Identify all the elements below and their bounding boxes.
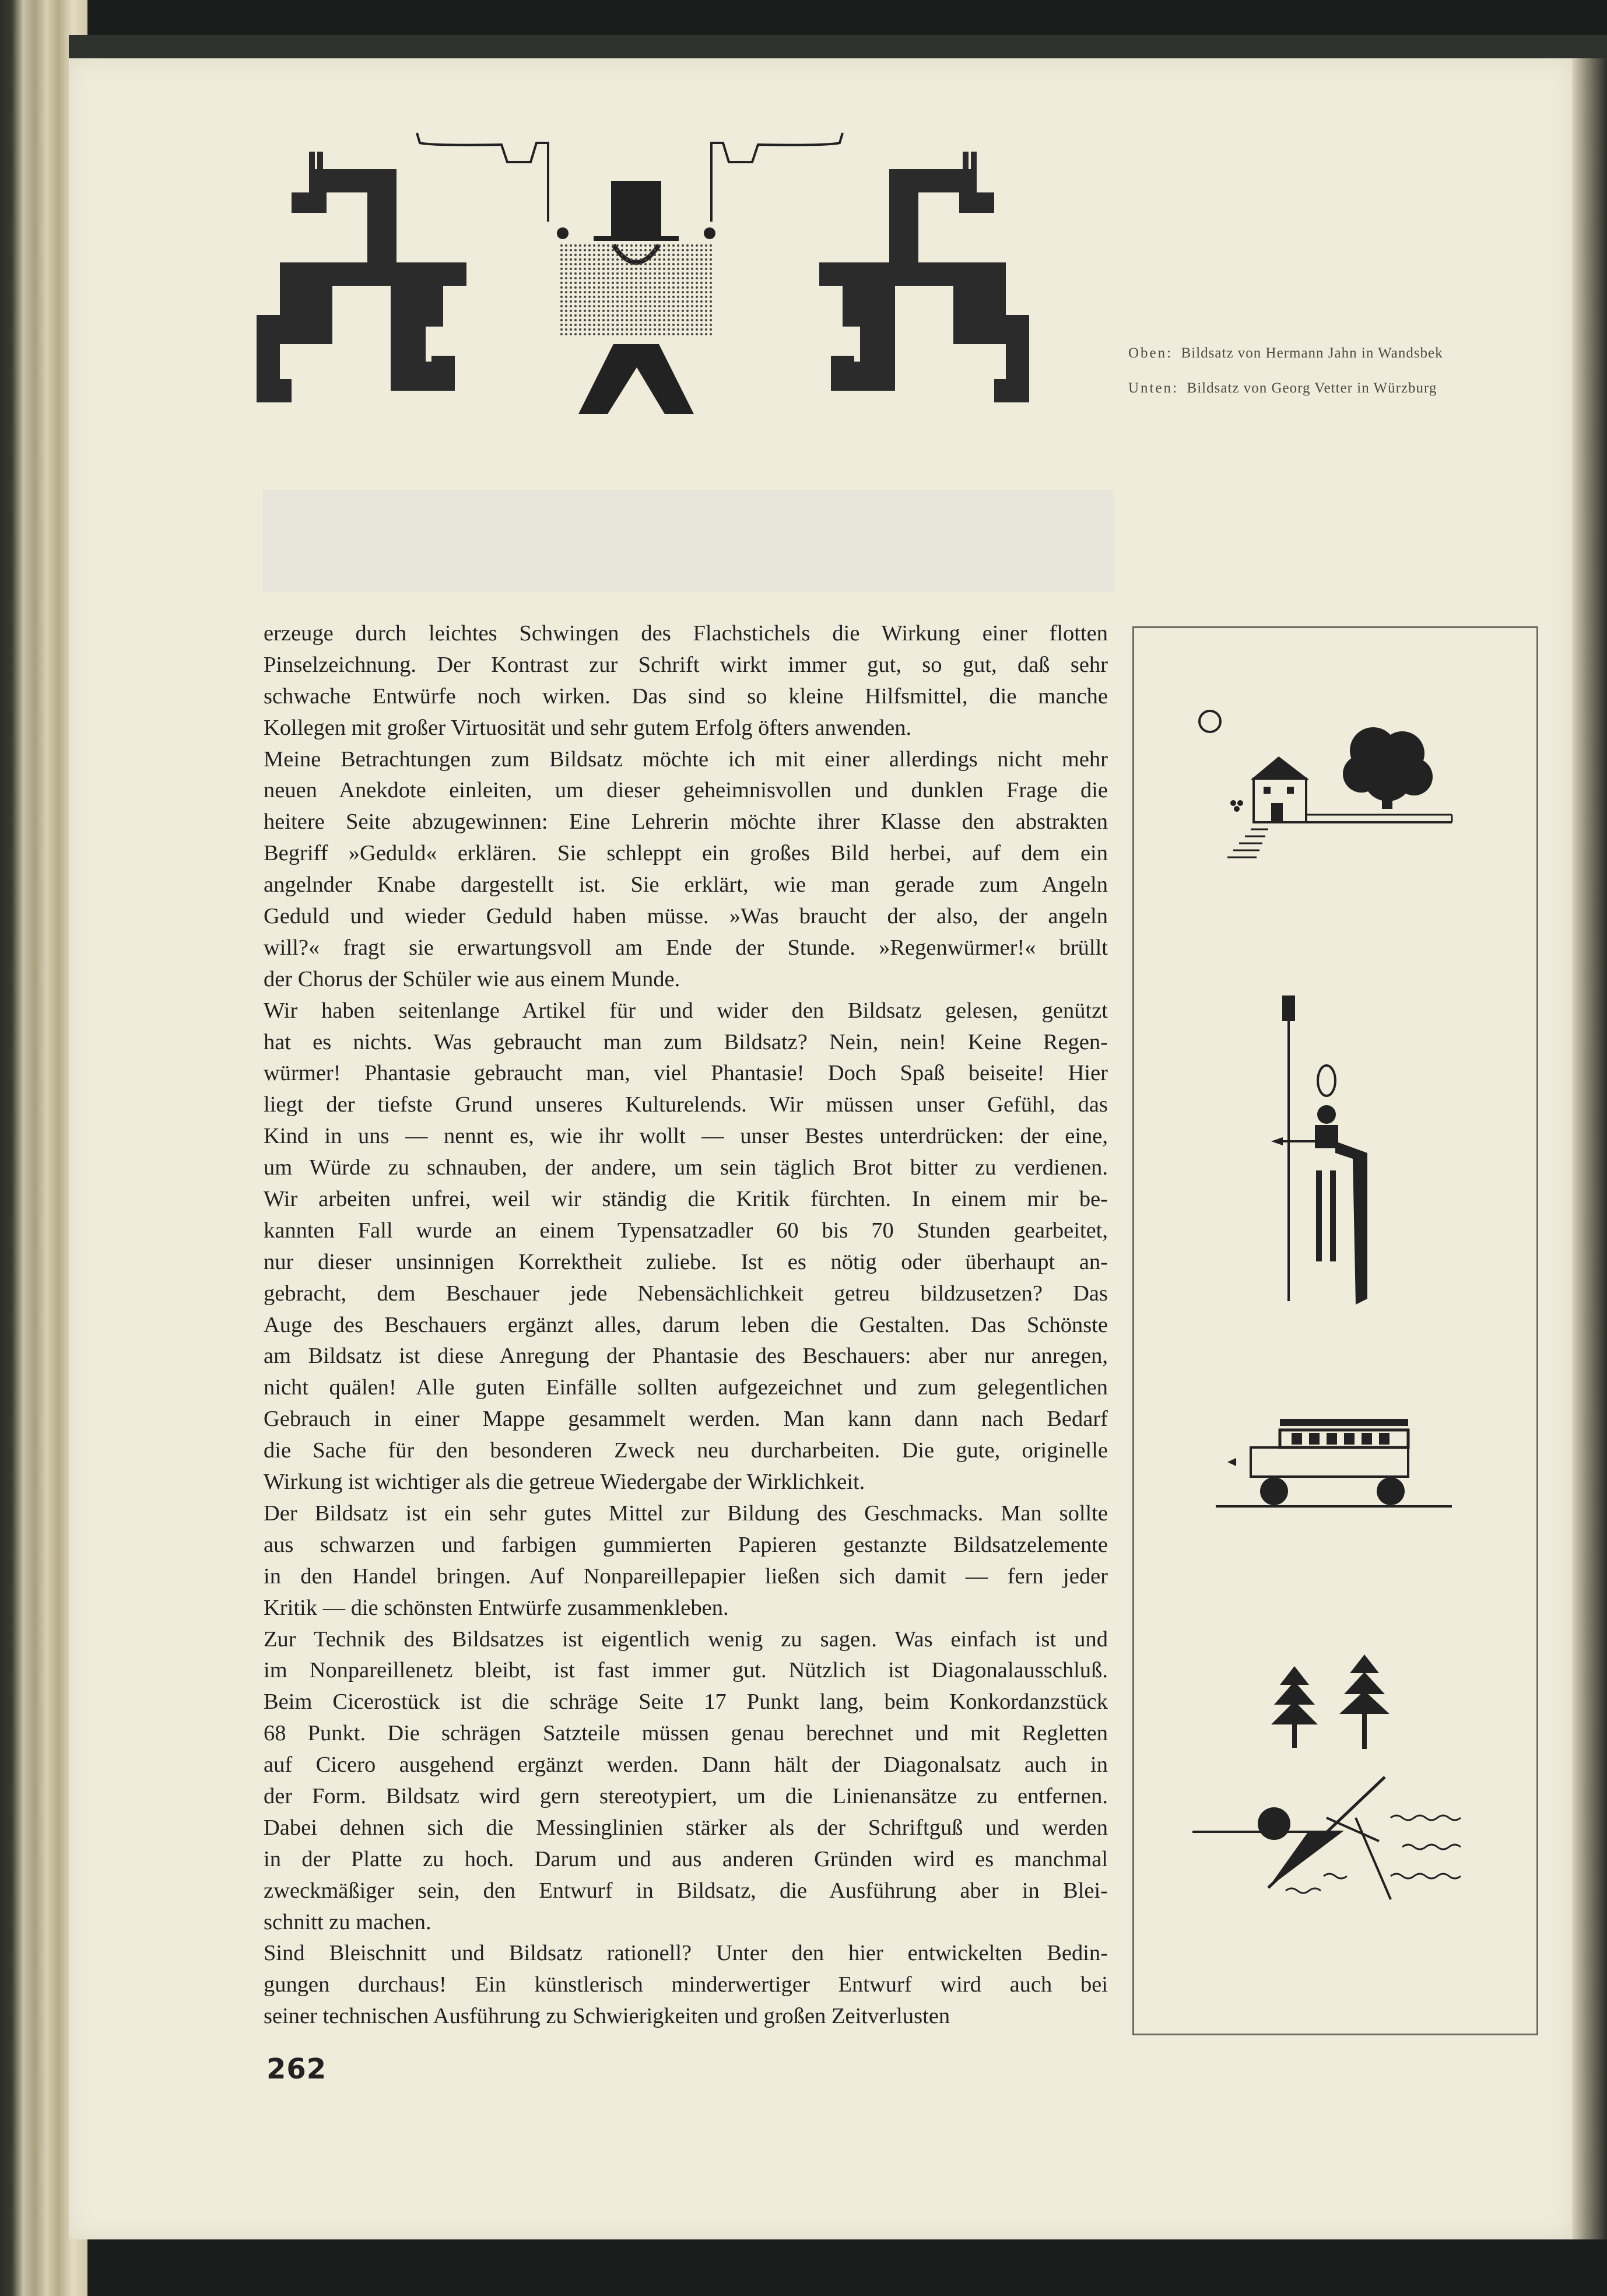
body-line: neuen Anekdote einleiten, um dieser geheimnisvollen und dunklen Frage die — [264, 778, 1108, 803]
body-line: in den Handel bringen. Auf Nonpareillepapier ließen sich damit — fern jeder — [264, 1564, 1108, 1589]
show-through-shadow — [262, 490, 1114, 592]
body-line: am Bildsatz ist diese Anregung der Phantasie des Beschauers: aber nur anregen, — [264, 1344, 1108, 1369]
caption-bottom — [1128, 380, 1548, 397]
body-line: Pinselzeichnung. Der Kontrast zur Schrift wirkt immer gut, so gut, daß sehr — [264, 652, 1108, 677]
body-line: Auge des Beschauers ergänzt alles, darum leben die Gestalten. Das Schönste — [264, 1312, 1108, 1337]
page-right-edge — [1572, 58, 1607, 2239]
body-line: Sind Bleischnitt und Bildsatz rationell? Unter den hier entwickelten Bedin- — [264, 1941, 1108, 1966]
caption-top — [1128, 345, 1548, 362]
body-line: gebracht, dem Beschauer jede Nebensächlichkeit getreu bildzusetzen? Das — [264, 1281, 1108, 1306]
body-line: nicht quälen! Alle guten Einfälle sollten aufgezeichnet und zum gelegentlichen — [264, 1375, 1108, 1400]
body-line: seiner technischen Ausführung zu Schwierigkeiten und großen Zeitverlusten — [264, 2004, 950, 2029]
left-horse-figure — [257, 152, 466, 402]
body-line: kannten Fall wurde an einem Typensatzadler 60 bis 70 Stunden gearbeitet, — [264, 1218, 1108, 1243]
body-line: um Würde zu schnauben, der andere, um sein täglich Brot bitter zu verdienen. — [264, 1155, 1108, 1180]
bus-icon — [1216, 1419, 1452, 1506]
image-captions — [1128, 345, 1548, 415]
house-tree-icon — [1199, 711, 1452, 857]
body-line: schnitt zu machen. — [264, 1909, 431, 1934]
body-line: aus schwarzen und farbigen gummierten Papieren gestanzte Bildsatzelemente — [264, 1532, 1108, 1557]
body-line: gungen durchaus! Ein künstlerisch minderwertiger Entwurf wird auch bei — [264, 1972, 1108, 1997]
body-line: Wirkung ist wichtiger als die getreue Wiedergabe der Wirklichkeit. — [264, 1470, 865, 1495]
body-line: Dabei dehnen sich die Messinglinien stärker als der Schriftguß und werden — [264, 1815, 1108, 1840]
body-line: angelnder Knabe dargestellt ist. Sie erklärt, wie man gerade zum Angeln — [264, 872, 1108, 898]
body-line: im Nonpareillenetz bleibt, ist fast immer gut. Nützlich ist Diagonalausschluß. — [264, 1658, 1108, 1683]
body-line: nur dieser unsinnigen Korrektheit zuliebe. Ist es nötig oder überhaupt an- — [264, 1249, 1108, 1274]
body-line: heitere Seite abzugewinnen: Eine Lehrerin möchte ihrer Klasse den abstrakten — [264, 809, 1108, 835]
body-line: Der Bildsatz ist ein sehr gutes Mittel zur Bildung des Geschmacks. Man sollte — [264, 1501, 1108, 1526]
body-line: Wir arbeiten unfrei, weil wir ständig die Kritik fürchten. In einem mir be- — [264, 1187, 1108, 1212]
body-line: erzeuge durch leichtes Schwingen des Flachstichels die Wirkung einer flotten — [264, 621, 1108, 646]
ringmaster-figure — [417, 133, 843, 414]
body-line: 68 Punkt. Die schrägen Satzteile müssen genau berechnet und mit Regletten — [264, 1721, 1108, 1746]
body-line: der Chorus der Schüler wie aus einem Munde. — [264, 966, 680, 991]
body-line: auf Cicero ausgehend ergänzt werden. Dann hält der Diagonalsatz auch in — [264, 1752, 1108, 1778]
body-line: in der Platte zu hoch. Darum und aus anderen Gründen wird es manchmal — [264, 1846, 1108, 1871]
body-text — [264, 618, 1108, 2032]
soldier-icon — [1271, 995, 1367, 1305]
body-line: Kind in uns — nennt es, wie ihr wollt — unser Bestes unterdrücken: der eine, — [264, 1124, 1108, 1149]
bildsatz-examples — [1134, 628, 1536, 2034]
body-line: Meine Betrachtungen zum Bildsatz möchte ich mit einer allerdings nicht mehr — [264, 746, 1108, 772]
body-line: Zur Technik des Bildsatzes ist eigentlich wenig zu sagen. Was einfach ist und — [264, 1627, 1108, 1652]
body-line: würmer! Phantasie gebraucht man, viel Phantasie! Doch Spaß beiseite! Hier — [264, 1061, 1108, 1086]
caption-top-text: Bildsatz von Hermann Jahn in Wandsbek — [1181, 345, 1443, 361]
body-line: schwache Entwürfe noch wirken. Das sind so kleine Hilfsmittel, die manche — [264, 683, 1108, 709]
top-shadow — [69, 35, 1607, 58]
caption-top-key: Oben: — [1128, 345, 1173, 361]
body-line: der Form. Bildsatz wird gern stereotypiert, um die Linienansätze zu entfernen. — [264, 1783, 1108, 1808]
bildsatz-ringmaster-illustration — [257, 122, 1038, 437]
body-line: Gebrauch in einer Mappe gesammelt werden. Man kann dann nach Bedarf — [264, 1407, 1108, 1432]
caption-bottom-key: Unten: — [1128, 380, 1179, 396]
forest-canoe-icon — [1192, 1654, 1461, 1899]
body-line: Begriff »Geduld« erklären. Sie schleppt ein großes Bild herbei, auf dem ein — [264, 841, 1108, 866]
body-line: Beim Cicerostück ist die schräge Seite 17 Punkt lang, beim Konkordanzstück — [264, 1689, 1108, 1715]
body-line: liegt der tiefste Grund unseres Kulturelends. Wir müssen unser Gefühl, das — [264, 1092, 1108, 1117]
body-line: will?« fragt sie erwartungsvoll am Ende der Stunde. »Regenwürmer!« brüllt — [264, 935, 1108, 960]
body-line: Kritik — die schönsten Entwürfe zusammenkleben. — [264, 1595, 729, 1620]
body-line: die Sache für den besonderen Zweck neu durcharbeiten. Die gute, originelle — [264, 1438, 1108, 1463]
right-horse-figure — [819, 152, 1029, 402]
caption-bottom-text: Bildsatz von Georg Vetter in Würzburg — [1187, 380, 1437, 396]
body-line: Kollegen mit großer Virtuosität und sehr gutem Erfolg öfters anwenden. — [264, 715, 912, 740]
body-line: zweckmäßiger sein, den Entwurf in Bildsatz, die Ausführung aber in Blei- — [264, 1878, 1108, 1903]
body-line: Wir haben seitenlange Artikel für und wider den Bildsatz gelesen, genützt — [264, 998, 1108, 1023]
body-line: hat es nichts. Was gebraucht man zum Bildsatz? Nein, nein! Keine Regen- — [264, 1029, 1108, 1054]
body-line: Geduld und wieder Geduld haben müsse. »Was braucht der also, der angeln — [264, 904, 1108, 929]
bildsatz-example-box — [1132, 626, 1538, 2035]
page-number: 262 — [266, 2053, 327, 2085]
